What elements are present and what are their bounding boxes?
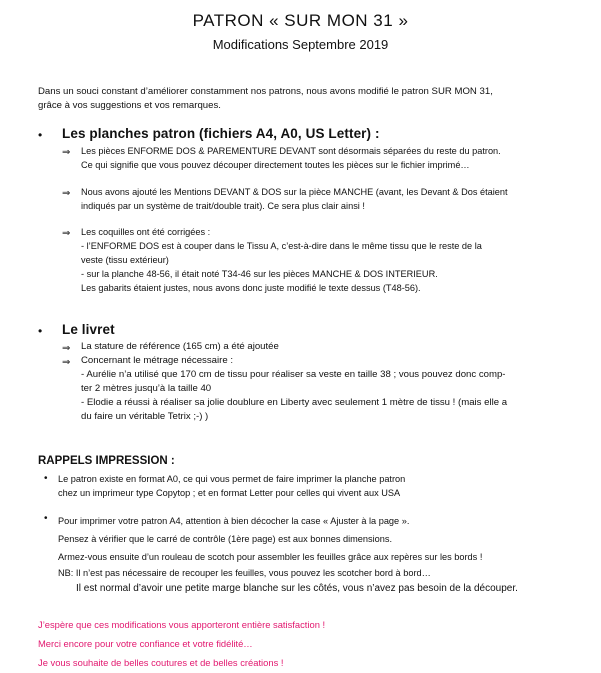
bullet-icon: • xyxy=(38,324,43,338)
intro-paragraph xyxy=(38,85,578,113)
text-line: Le patron existe en format A0, ce qui vous permet de faire imprimer la planche patron xyxy=(58,474,406,484)
text-line: veste (tissu extérieur) xyxy=(81,255,169,265)
text-line: indiqués par un système de trait/double trait). Ce sera plus clair ainsi ! xyxy=(81,201,365,211)
text-line: Nous avons ajouté les Mentions DEVANT & DOS sur la pièce MANCHE (avant, les Devant & Dos étaient xyxy=(81,187,508,197)
text-line: du faire un véritable Tetrix ;-) ) xyxy=(81,411,209,422)
planches-item-1 xyxy=(81,144,501,172)
arrow-icon: ⇒ xyxy=(62,147,71,158)
section-heading-planches: Les planches patron (fichiers A4, A0, US Letter) : xyxy=(62,126,380,141)
planches-item-2 xyxy=(81,185,508,213)
intro-line: Dans un souci constant d’améliorer constamment nos patrons, nous avons modifié le patron SUR MON 31, xyxy=(38,86,493,97)
closing-line-3: Je vous souhaite de belles coutures et de belles créations ! xyxy=(38,657,284,668)
text-line: Les coquilles ont été corrigées : xyxy=(81,227,211,237)
text-line: chez un imprimeur type Copytop ; et en format Letter pour celles qui vivent aux USA xyxy=(58,488,401,498)
rappels-item-1 xyxy=(58,472,405,500)
arrow-icon: ⇒ xyxy=(62,343,71,354)
text-line: - Aurélie n’a utilisé que 170 cm de tissu pour réaliser sa veste en taille 38 ; vous pouvez donc comp- xyxy=(81,369,506,380)
arrow-icon: ⇒ xyxy=(62,357,71,368)
text-line: - l’ENFORME DOS est à couper dans le Tissu A, c’est-à-dire dans le même tissu que le reste de la xyxy=(81,241,482,251)
livret-item-2 xyxy=(81,354,507,424)
page-title: PATRON « SUR MON 31 » xyxy=(192,11,409,30)
rappels-note-line: Il est normal d’avoir une petite marge blanche sur les côtés, vous n’avez pas besoin de la découper. xyxy=(76,583,518,594)
rappels-nb-line: NB: Il n’est pas nécessaire de recouper les feuilles, vous pouvez les scotcher bord à bord… xyxy=(58,568,431,578)
bullet-icon: • xyxy=(44,473,48,484)
text-line: - Elodie a réussi à réaliser sa jolie doublure en Liberty avec seulement 1 mètre de tissu ! (mais elle a xyxy=(81,397,508,408)
planches-item-3 xyxy=(81,225,482,295)
rappels-item-2 xyxy=(58,512,482,566)
closing-line-1: J’espère que ces modifications vous apporteront entière satisfaction ! xyxy=(38,619,326,630)
text-line: Ce qui signifie que vous pouvez découper directement toutes les pièces sur le fichier imprimé… xyxy=(81,160,470,170)
closing-line-2: Merci encore pour votre confiance et votre fidélité… xyxy=(38,638,253,649)
bullet-icon: • xyxy=(38,128,43,142)
text-line: Pensez à vérifier que le carré de contrôle (1ère page) est aux bonnes dimensions. xyxy=(58,534,393,544)
arrow-icon: ⇒ xyxy=(62,228,71,239)
text-line: ter 2 mètres jusqu’à la taille 40 xyxy=(81,383,212,394)
section-heading-rappels: RAPPELS IMPRESSION : xyxy=(38,455,175,467)
text-line: - sur la planche 48-56, il était noté T34-46 sur les pièces MANCHE & DOS INTERIEUR. xyxy=(81,269,438,279)
text-line: Les gabarits étaient justes, nous avons donc juste modifié le texte dessus (T48-56). xyxy=(81,283,421,293)
livret-item-1: La stature de référence (165 cm) a été ajoutée xyxy=(81,341,279,352)
section-heading-livret: Le livret xyxy=(62,322,115,337)
bullet-icon: • xyxy=(44,513,48,524)
intro-line: grâce à vos suggestions et vos remarques. xyxy=(38,100,221,111)
text-line: Pour imprimer votre patron A4, attention à bien décocher la case « Ajuster à la page ». xyxy=(58,516,410,526)
text-line: Armez-vous ensuite d’un rouleau de scotch pour assembler les feuilles grâce aux repères sur les bords ! xyxy=(58,552,483,562)
page-subtitle: Modifications Septembre 2019 xyxy=(212,37,389,52)
text-line: Concernant le métrage nécessaire : xyxy=(81,355,233,366)
arrow-icon: ⇒ xyxy=(62,188,71,199)
text-line: Les pièces ENFORME DOS & PAREMENTURE DEVANT sont désormais séparées du reste du patron. xyxy=(81,146,501,156)
